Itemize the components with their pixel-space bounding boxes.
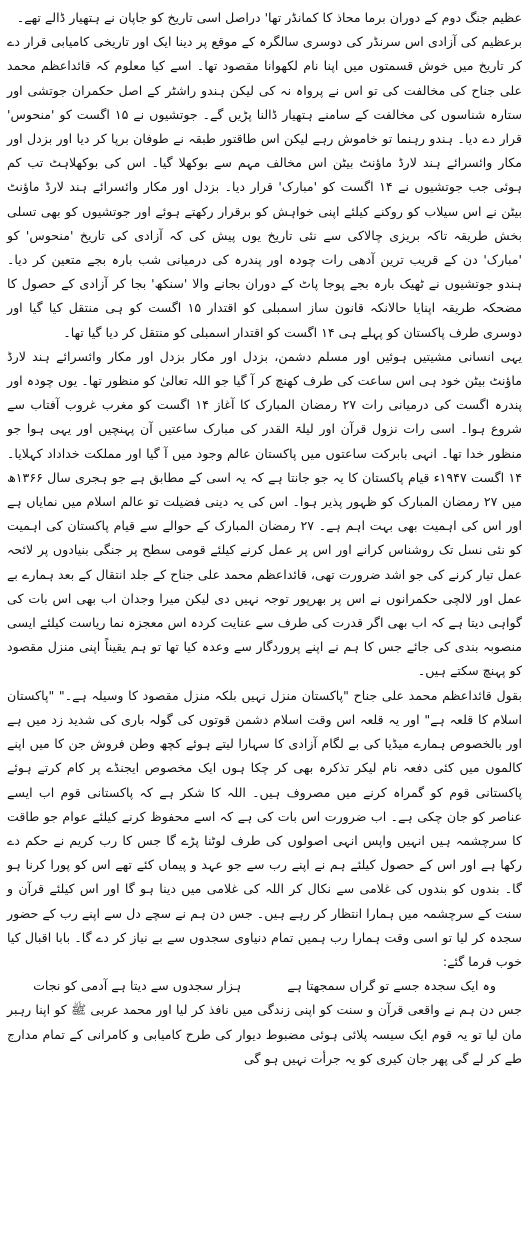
article-paragraph-4: بقول قائداعظم محمد علی جناح "پاکستان منزل نہیں بلکہ منزل مقصود کا وسیلہ ہے۔" "پاکستان اسلام کا قلعہ ہے" اور یہ قلعہ اس وقت اسلام دشمن قوتوں کی گولہ باری کی شدید زد میں ہے اور بالخصوص ہمارے میڈیا کی بے لگام آزادی کا سہارا لیتے ہوئے کچھ وطن فروش جن کا میں اپنے کالموں میں کئی دفعہ نام لیکر تذکرہ بھی کر چکا ہوں ایک مخصوص ایجنڈے پر کام کرتے ہوئے پاکستانی قوم کو گمراہ کرنے میں مصروف ہیں۔ اللہ کا شکر ہے کہ پاکستانی قوم اب ایسے عناصر کو جان چکی ہے۔ اب ضرورت اس بات کی ہے کہ اسے محفوظ کرنے کیلئے عوام جو طاقت کا سرچشمہ ہیں انہیں واپس انہی اصولوں کی طرف لوٹنا پڑے گا جس کا رب کریم نے حکم دے رکھا ہے اور اس کے حصول کیلئے ہم نے اپنے رب سے جو عہد و پیماں کئے تھے اس کو پورا کرنا ہو گا۔ بندوں کو بندوں کی غلامی سے نکال کر اللہ کی غلامی میں دینا ہو گا اور اس کیلئے قرآن و سنت کے سرچشمہ میں ہمارا انتظار کر رہے ہیں۔ جس دن ہم نے سچے دل سے اپنے رب کے حضور سجدہ کر لیا تو اسی وقت ہمارا رب ہمیں تمام دنیاوی سجدوں سے بے نیاز کر دے گا۔ بابا اقبال کیا خوب فرما گئے: <box>7 687 522 969</box>
article-paragraph-1: عظیم جنگ دوم کے دوران برما محاذ کا کمانڈر تھا' دراصل اسی تاریخ کو جاپان نے ہتھیار ڈالے تھے۔ <box>16 10 522 25</box>
article-closing-paragraph: جس دن ہم نے واقعی قرآن و سنت کو اپنی زندگی میں نافذ کر لیا اور محمد عربی ﷺ کو اپنا رہبر مان لیا تو یہ قوم ایک سیسہ پلائی ہوئی مضبوط دیوار کی طرح کامیابی و کامرانی کے تمام مدارج طے کر لے گی پھر جان کیری کو یہ جرأت نہیں ہو گی <box>7 1002 522 1066</box>
poetry-couplet <box>7 974 522 998</box>
couplet-second-line: ہزار سجدوں سے دیتا ہے آدمی کو نجات <box>33 978 242 994</box>
article-paragraph-2: برعظیم کی آزادی اس سرنڈر کی دوسری سالگرہ کے موقع پر دینا ایک اور تاریخی کامیابی قرار دے کر تاریخ میں خوش قسمتوں میں اپنا نام لکھوانا مقصود تھا۔ اسے کیا معلوم کہ قائداعظم محمد علی جناح کی مخالفت کی تو اس نے پرواہ نہ کی لیکن ہندو راشٹر کے اصل حکمران جوتشی اور ستارہ شناسوں کی مخالفت کے سامنے ہتھیار ڈالنا پڑیں گے۔ جوتشیوں نے ۱۵ اگست کو 'منحوس' قرار دے دیا۔ ہندو رہنما تو خاموش رہے لیکن اس طاقتور طبقہ نے طوفان برپا کر دیا اور بزدل اور مکار وائسرائے ہند لارڈ ماؤنٹ بیٹن اس مخالف مہم سے بوکھلا گیا۔ اس کی بوکھلاہٹ تب کم ہوئی جب جوتشیوں نے ۱۴ اگست کو 'مبارک' قرار دیا۔ بزدل اور مکار وائسرائے ہند لارڈ ماؤنٹ بیٹن نے اس سیلاب کو روکنے کیلئے اپنی خواہش کو برقرار رکھتے ہوئے اور جوتشیوں کو بھی تسلی بخش طریقہ تاکہ بریزی چالاکی سے نئی تاریخ یوں پیش کی کہ آزادی کی تاریخ 'منحوس' کو 'مبارک' دن کے قریب ترین آدھی رات چودہ اور پندرہ کی درمیانی شب بارہ بجے متعین کر دیا۔ ہندو جوتشیوں نے ٹھیک بارہ بجے پوجا پاٹ کے دوران بجانے والا 'سنکھ' بجا کر آزادی کے حصول کا مضحکہ طریقہ اپنایا حالانکہ قانون ساز اسمبلی کو اقتدار ۱۵ اگست کو ہی منتقل کیا گیا اور دوسری طرف پاکستان کو پہلے ہی ۱۴ اگست کو اقتدار اسمبلی کو منتقل کر دیا گیا تھا۔ <box>7 34 522 340</box>
couplet-first-line: وہ ایک سجدہ جسے تو گراں سمجھتا ہے <box>287 978 496 994</box>
article-paragraph-3: یہی انسانی مشیتیں ہوئیں اور مسلم دشمن، بزدل اور مکار بزدل اور مکار وائسرائے ہند لارڈ ماؤنٹ بیٹن خود ہی اس ساعت کی طرف کھنچ کر آ گیا جو اللہ تعالیٰ کو منظور تھا۔ یوں چودہ اور پندرہ اگست کی درمیانی رات ۲۷ رمضان المبارک کا آغاز ۱۴ اگست کو مغرب غروب آفتاب سے شروع ہوا۔ اسی رات نزول قرآن اور لیلۃ القدر کی مبارک ساعتیں آن پہنچیں اور یہی ہوا جو منظور خدا تھا۔ انہی بابرکت ساعتوں میں پاکستان عالم وجود میں آ گیا اور مملکت خداداد کہلایا۔ ۱۴ اگست ۱۹۴۷ء قیام پاکستان کا یہ جو جانتا ہے کہ یہ اسی کے مطابق ہے جو ہجری سال ۱۳۶۶ھ میں ۲۷ رمضان المبارک کو ظہور پذیر ہوا۔ اس کی یہ دینی فضیلت تو عالم اسلام میں نمایاں ہے اور اس کی اہمیت بھی بہت اہم ہے۔ ۲۷ رمضان المبارک کے حوالے سے قیام پاکستان کی اہمیت کو نئی نسل تک روشناس کرانے اور اس پر عمل کرنے کیلئے قومی سطح پر جنگی بنیادوں پر لائحہ عمل تیار کرنے کی جو اشد ضرورت تھی، قائداعظم محمد علی جناح کے جلد انتقال کے بعد ہمارے بے عمل اور لالچی حکمرانوں نے اس پر بھرپور توجہ نہیں دی لیکن میرا وجدان اب بھی اس بات کی گواہی دیتا ہے کہ اب بھی اگر قدرت کی طرف سے عنایت کردہ اس معجزہ نما ریاست کیلئے ایسی منصوبہ بندی کی جائے جس کا ہم نے اپنے پروردگار سے وعدہ کیا تھا تو ہم یقیناً اپنی منزل مقصود کو پہنچ سکتے ہیں۔ <box>7 348 523 679</box>
